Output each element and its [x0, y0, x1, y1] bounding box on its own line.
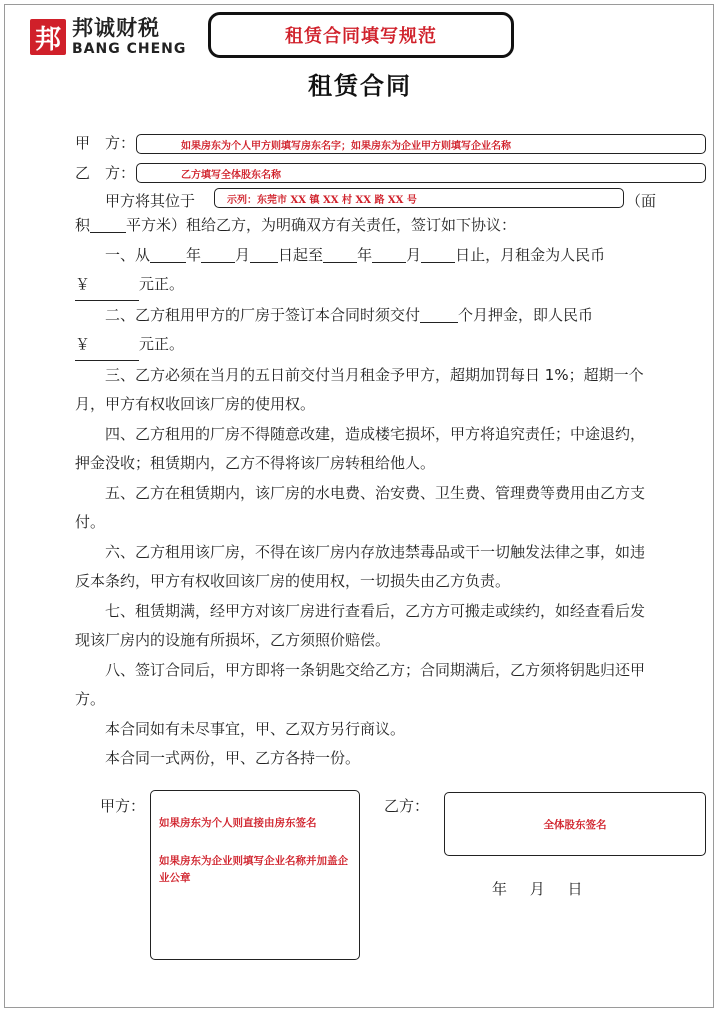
deposit-amount-blank[interactable]: ￥: [75, 330, 139, 361]
clause-1: 一、从 年 月 日起至 年 月 日止，月租金为人民币: [105, 245, 606, 264]
logo-text: [72, 18, 186, 56]
party-a-sign-label: 甲方：: [100, 797, 146, 815]
area-blank[interactable]: [90, 216, 126, 233]
end-day-blank[interactable]: [421, 246, 455, 263]
guide-banner: 租赁合同填写规范: [208, 12, 514, 58]
clause-10: 本合同一式两份，甲、乙方各持一份。: [105, 749, 361, 767]
party-a-sign-hint-2: 如果房东为企业则填写企业名称并加盖企业公章: [159, 855, 348, 884]
deposit-months-blank[interactable]: [420, 306, 458, 323]
clause-area: 积 平方米）租给乙方，为明确双方有关责任，签订如下协议：: [75, 216, 517, 234]
clause-7: 七、租赁期满，经甲方对该厂房进行查看后，乙方方可搬走或续约，如经查看后发现该厂房内的设施有所损坏，乙方须照价赔偿。: [75, 601, 646, 649]
clause-9: 本合同如有未尽事宜，甲、乙双方另行商议。: [105, 719, 406, 738]
logo-name-cn: 邦诚财税: [72, 16, 160, 40]
logo-mark-icon: 邦: [30, 19, 66, 55]
document-title: 租赁合同: [308, 71, 412, 100]
clause-2: 二、乙方租用甲方的厂房于签订本合同时须交付 个月押金，即人民币: [105, 305, 594, 324]
contract-body: [75, 211, 655, 774]
party-b-field[interactable]: 乙方填写全体股东名称: [136, 163, 706, 183]
start-day-blank[interactable]: [250, 246, 278, 263]
party-b-sign-label: 乙方：: [384, 797, 430, 815]
clause-2-amount: ￥ 元正。: [75, 330, 655, 361]
address-field[interactable]: 示列：东莞市 XX 镇 XX 村 XX 路 XX 号: [214, 188, 624, 208]
end-year-blank[interactable]: [323, 246, 357, 263]
address-prefix: 甲方将其位于: [105, 192, 196, 210]
party-b-sign-hint: 全体股东签名: [543, 818, 607, 831]
party-b-label: 乙 方：: [75, 164, 136, 182]
party-b-signature-field[interactable]: [444, 792, 706, 856]
logo-name-en: BANG CHENG: [72, 41, 187, 57]
address-suffix: （面: [626, 192, 657, 210]
company-logo: [30, 18, 186, 56]
clause-5: 五、乙方在租赁期内，该厂房的水电费、治安费、卫生费、管理费等费用由乙方支付。: [75, 483, 646, 531]
party-a-sign-hint-1: 如果房东为个人则直接由房东签名: [159, 817, 317, 829]
clause-3: 三、乙方必须在当月的五日前交付当月租金予甲方，超期加罚每日 1%；超期一个月，甲方有权收回该厂房的使用权。: [75, 365, 644, 413]
party-a-field[interactable]: 如果房东为个人甲方则填写房东名字；如果房东为企业甲方则填写企业名称: [136, 134, 706, 154]
clause-4: 四、乙方租用的厂房不得随意改建，造成楼宅损坏，甲方将追究责任；中途退约，押金没收；租赁期内，乙方不得将该厂房转租给他人。: [75, 424, 646, 472]
sign-date[interactable]: 年 月 日: [492, 880, 583, 898]
party-a-signature-field[interactable]: [150, 790, 360, 960]
rent-amount-blank[interactable]: ￥: [75, 270, 139, 301]
clause-1-amount: ￥ 元正。: [75, 270, 655, 301]
clause-8: 八、签订合同后，甲方即将一条钥匙交给乙方；合同期满后，乙方须将钥匙归还甲方。: [75, 660, 646, 708]
end-month-blank[interactable]: [372, 246, 406, 263]
party-a-label: 甲 方：: [75, 134, 136, 152]
start-month-blank[interactable]: [201, 246, 235, 263]
start-year-blank[interactable]: [150, 246, 186, 263]
clause-6: 六、乙方租用该厂房，不得在该厂房内存放违禁毒品或干一切触发法律之事，如违反本条约，甲方有权收回该厂房的使用权，一切损失由乙方负责。: [75, 542, 646, 590]
